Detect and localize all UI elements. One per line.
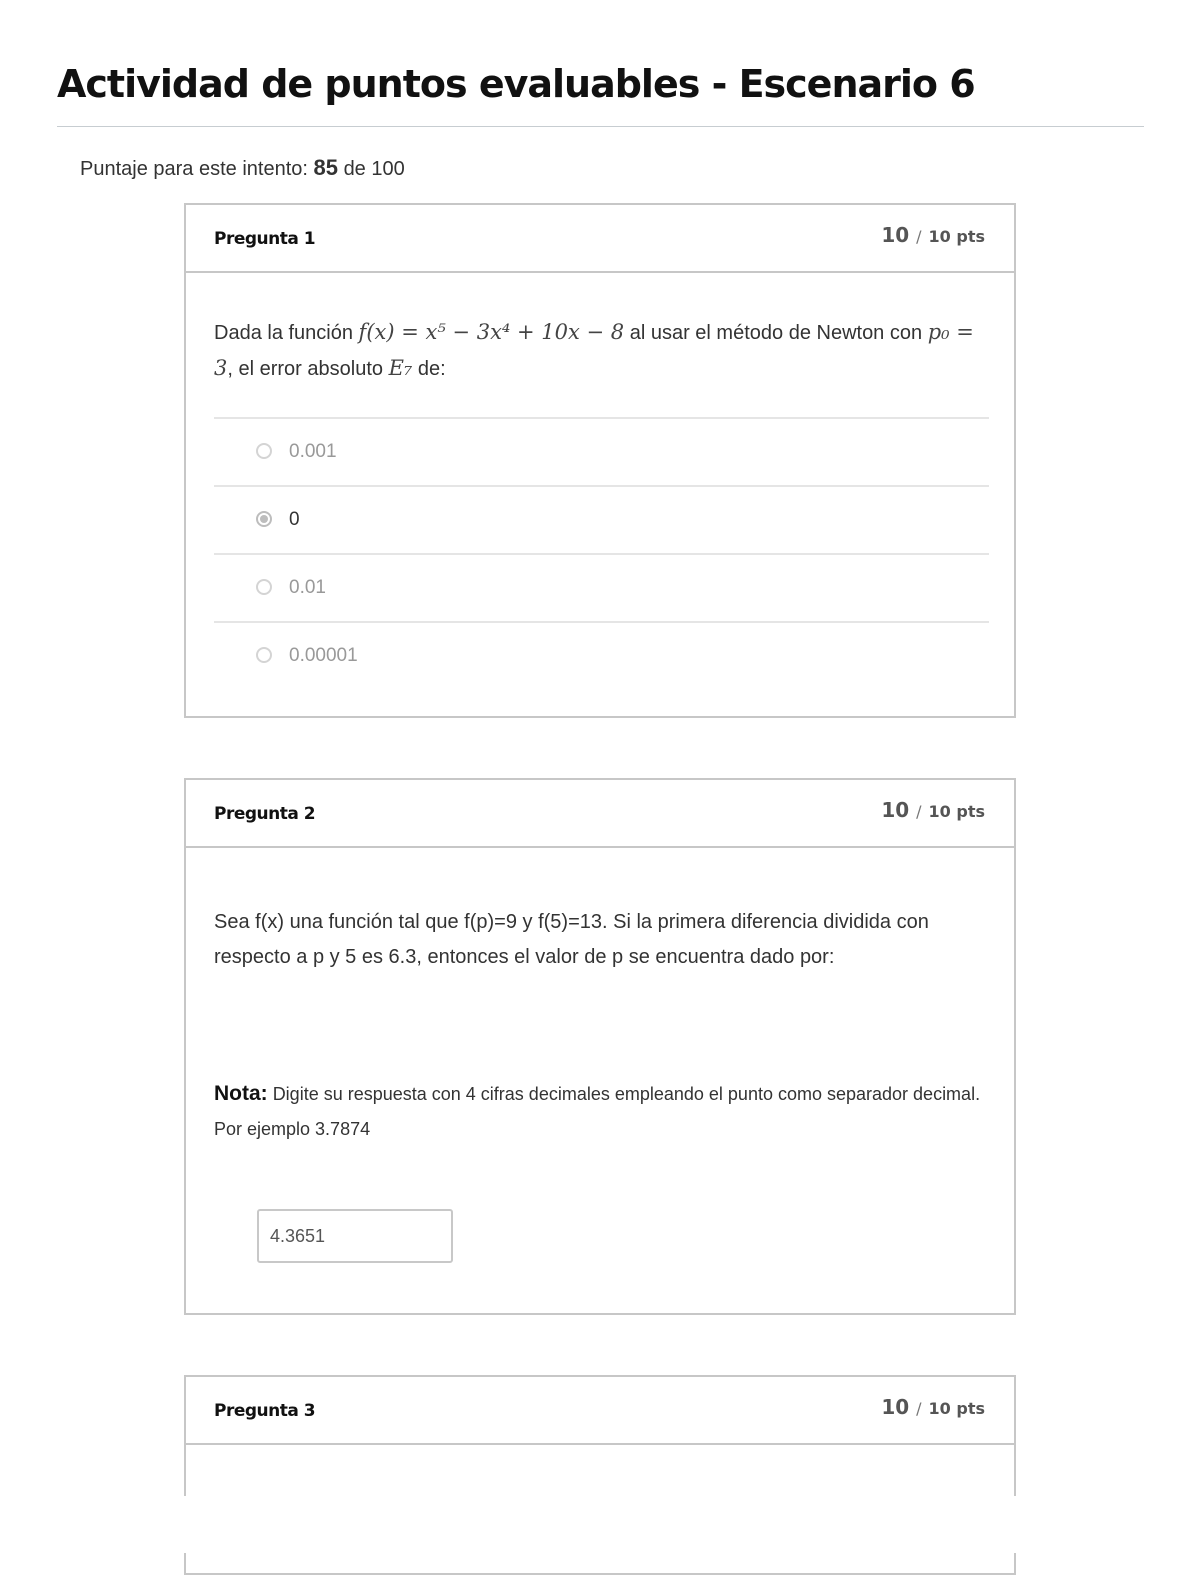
points-separator: /	[916, 802, 922, 821]
points-separator: /	[916, 1399, 922, 1418]
points-earned: 10	[881, 1395, 910, 1419]
points-max: 10 pts	[928, 227, 985, 246]
question-header	[186, 780, 1014, 848]
radio-button-selected[interactable]	[256, 511, 272, 527]
note-label: Nota:	[214, 1082, 268, 1105]
score-value: 85	[313, 155, 338, 180]
answer-option[interactable]	[214, 553, 989, 621]
answer-option-selected[interactable]	[214, 485, 989, 553]
question-header	[186, 205, 1014, 273]
answer-label: 0.001	[289, 441, 337, 462]
answer-label: 0	[289, 509, 300, 530]
question-points	[881, 798, 985, 822]
answer-label: 0.01	[289, 577, 326, 598]
question-text	[214, 315, 994, 387]
question-title: Pregunta 2	[214, 804, 316, 824]
note-text: Digite su respuesta con 4 cifras decimales empleando el punto como separador decimal. Por ejemplo 3.7874	[214, 1084, 981, 1139]
answer-option[interactable]	[214, 621, 989, 689]
question-title: Pregunta 1	[214, 229, 316, 249]
question-note	[214, 1076, 994, 1147]
page-bottom-margin	[0, 1496, 1200, 1553]
radio-button[interactable]	[256, 579, 272, 595]
answer-label: 0.00001	[289, 645, 358, 666]
radio-button[interactable]	[256, 443, 272, 459]
points-max: 10 pts	[928, 802, 985, 821]
question-text: Sea f(x) una función tal que f(p)=9 y f(5)=13. Si la primera diferencia dividida con respecto a p y 5 es 6.3, entonces el valor de p se encuentra dado por:	[214, 911, 929, 968]
question-text-part: de:	[417, 358, 446, 380]
question-2	[184, 778, 1016, 1315]
question-header	[186, 1377, 1014, 1445]
question-points	[881, 1395, 985, 1419]
question-text-part: , el error absoluto	[227, 358, 384, 380]
page-title: Actividad de puntos evaluables - Escenario 6	[57, 62, 975, 106]
question-1	[184, 203, 1016, 718]
points-max: 10 pts	[928, 1399, 985, 1418]
error-e7: E₇	[388, 356, 413, 380]
score-suffix: de 100	[343, 158, 405, 180]
question-text-part: al usar el método de Newton con	[629, 322, 923, 344]
answer-option[interactable]	[214, 417, 989, 485]
question-title: Pregunta 3	[214, 1401, 316, 1421]
points-earned: 10	[881, 798, 910, 822]
function-formula: f(x) = x⁵ − 3x⁴ + 10x − 8	[358, 320, 625, 344]
score-prefix: Puntaje para este intento:	[80, 158, 308, 180]
attempt-score	[80, 155, 405, 181]
answer-input[interactable]	[257, 1209, 453, 1263]
radio-button[interactable]	[256, 647, 272, 663]
points-separator: /	[916, 227, 922, 246]
question-text-part: Dada la función	[214, 322, 353, 344]
title-divider	[57, 126, 1144, 127]
points-earned: 10	[881, 223, 910, 247]
answer-list	[214, 417, 989, 689]
initial-point-p0: p₀ = 3	[214, 320, 974, 380]
question-points	[881, 223, 985, 247]
